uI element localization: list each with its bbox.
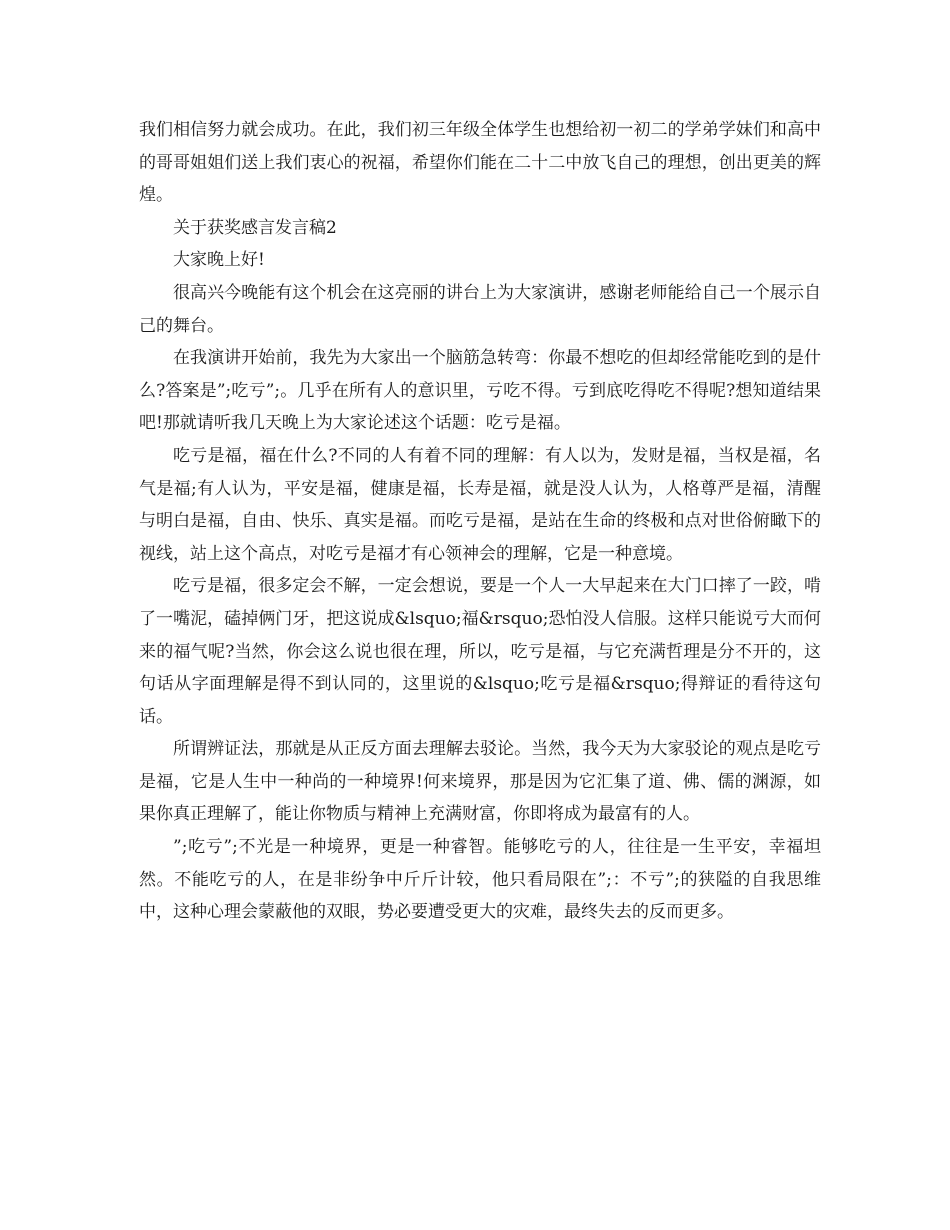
paragraph: 吃亏是福，福在什么?不同的人有着不同的理解：有人以为，发财是福，当权是福，名气是福;有人认为，平安是福，健康是福，长寿是福，就是没人认为，人格尊严是福，清醒与明白是福，自由、快乐、真实是福。而吃亏是福，是站在生命的终极和点对世俗俯瞰下的视线，站上这个高点，对吃亏是福才有心领神会的理解，它是一种意境。 bbox=[139, 445, 821, 564]
paragraph: 在我演讲开始前，我先为大家出一个脑筋急转弯：你最不想吃的但却经常能吃到的是什么?答案是”;吃亏”;。几乎在所有人的意识里，亏吃不得。亏到底吃得吃不得呢?想知道结果吧!那就请听我几天晚上为大家论述这个话题：吃亏是福。 bbox=[139, 348, 821, 434]
paragraph: 我们相信努力就会成功。在此，我们初三年级全体学生也想给初一初二的学弟学妹们和高中的哥哥姐姐们送上我们衷心的祝福，希望你们能在二十二中放飞自己的理想，创出更美的辉煌。 bbox=[139, 120, 821, 206]
document-body bbox=[139, 114, 821, 929]
paragraph: 所谓辨证法，那就是从正反方面去理解去驳论。当然，我今天为大家驳论的观点是吃亏是福，它是人生中一种尚的一种境界!何来境界，那是因为它汇集了道、佛、儒的渊源，如果你真正理解了，能让你物质与精神上充满财富，你即将成为最富有的人。 bbox=[139, 739, 821, 825]
paragraph: 很高兴今晚能有这个机会在这亮丽的讲台上为大家演讲，感谢老师能给自己一个展示自己的舞台。 bbox=[139, 282, 821, 336]
paragraph: ”;吃亏”;不光是一种境界，更是一种睿智。能够吃亏的人，往往是一生平安，幸福坦然。不能吃亏的人，在是非纷争中斤斤计较，他只看局限在”;：不亏”;的狭隘的自我思维中，这种心理会蒙蔽他的双眼，势必要遭受更大的灾难，最终失去的反而更多。 bbox=[139, 837, 821, 923]
paragraph: 吃亏是福，很多定会不解，一定会想说，要是一个人一大早起来在大门口摔了一跤，啃了一嘴泥，磕掉俩门牙，把这说成&lsquo;福&rsquo;恐怕没人信服。这样只能说亏大而何来的福气呢?当然，你会这么说也很在理，所以，吃亏是福，与它充满哲理是分不开的，这句话从字面理解是得不到认同的，这里说的&lsquo;吃亏是福&rsquo;得辩证的看待这句话。 bbox=[139, 576, 821, 727]
section-title: 关于获奖感言发言稿2 bbox=[173, 217, 337, 238]
greeting: 大家晚上好! bbox=[173, 250, 265, 271]
